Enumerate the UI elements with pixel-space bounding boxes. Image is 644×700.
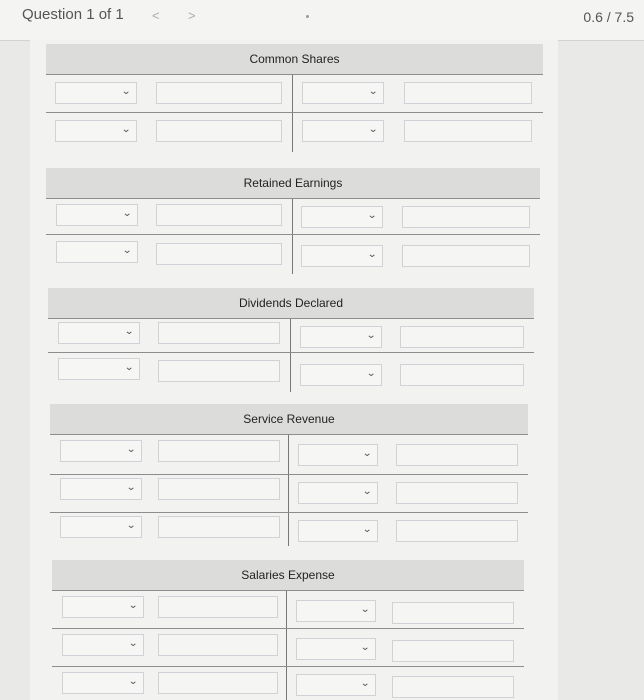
debit-account-dropdown[interactable]: [62, 596, 144, 618]
chevron-down-icon: ⌄: [123, 326, 134, 337]
chevron-down-icon: ⌄: [127, 676, 138, 687]
t-account-service-revenue: [50, 404, 528, 548]
t-account-header: [46, 168, 540, 199]
row-separator: [52, 628, 524, 629]
t-account-header: [50, 404, 528, 435]
chevron-down-icon: ⌄: [367, 86, 378, 97]
debit-account-dropdown[interactable]: [60, 516, 142, 538]
t-account-divider: [292, 199, 293, 274]
debit-account-dropdown[interactable]: [55, 120, 137, 142]
debit-account-dropdown[interactable]: [60, 478, 142, 500]
chevron-down-icon: ⌄: [127, 600, 138, 611]
t-account-salaries-expense: [52, 560, 524, 700]
credit-account-dropdown[interactable]: [298, 482, 378, 504]
chevron-down-icon: ⌄: [123, 362, 134, 373]
row-separator: [48, 352, 534, 353]
score-display: 0.6 / 7.5: [583, 9, 634, 25]
credit-account-dropdown[interactable]: [296, 600, 376, 622]
debit-amount-input[interactable]: [156, 204, 282, 226]
credit-amount-input[interactable]: [404, 82, 532, 104]
debit-account-dropdown[interactable]: [56, 241, 138, 263]
debit-amount-input[interactable]: [158, 672, 278, 694]
chevron-down-icon: ⌄: [127, 638, 138, 649]
chevron-down-icon: ⌄: [366, 249, 377, 260]
credit-amount-input[interactable]: [396, 520, 518, 542]
t-account-title: Common Shares: [249, 52, 340, 66]
debit-account-dropdown[interactable]: [56, 204, 138, 226]
t-account-divider: [286, 591, 287, 700]
chevron-down-icon: ⌄: [366, 210, 377, 221]
t-account-title: Retained Earnings: [243, 176, 343, 190]
credit-amount-input[interactable]: [392, 602, 514, 624]
t-account-dividends-declared: [48, 288, 534, 394]
t-account-title: Service Revenue: [243, 412, 335, 426]
chevron-down-icon: ⌄: [125, 520, 136, 531]
chevron-down-icon: ⌄: [365, 368, 376, 379]
debit-account-dropdown[interactable]: [60, 440, 142, 462]
debit-amount-input[interactable]: [158, 516, 280, 538]
t-accounts-worksheet: [30, 40, 558, 700]
debit-amount-input[interactable]: [158, 360, 280, 382]
dot-marker: [306, 15, 309, 18]
credit-account-dropdown[interactable]: [296, 638, 376, 660]
debit-amount-input[interactable]: [158, 596, 278, 618]
row-separator: [50, 474, 528, 475]
t-account-header: [52, 560, 524, 591]
credit-account-dropdown[interactable]: [300, 364, 382, 386]
chevron-down-icon: ⌄: [361, 524, 372, 535]
question-counter: Question 1 of 1: [22, 6, 124, 23]
debit-amount-input[interactable]: [156, 82, 282, 104]
credit-amount-input[interactable]: [396, 482, 518, 504]
credit-account-dropdown[interactable]: [302, 82, 384, 104]
t-account-title: Salaries Expense: [241, 568, 335, 582]
chevron-down-icon: ⌄: [361, 486, 372, 497]
chevron-down-icon: ⌄: [121, 245, 132, 256]
row-separator: [50, 512, 528, 513]
t-account-divider: [288, 435, 289, 546]
t-account-header: [48, 288, 534, 319]
t-account-title: Dividends Declared: [238, 296, 344, 310]
credit-amount-input[interactable]: [392, 640, 514, 662]
credit-account-dropdown[interactable]: [298, 520, 378, 542]
next-question-button[interactable]: >: [188, 8, 196, 23]
debit-amount-input[interactable]: [156, 120, 282, 142]
t-account-divider: [292, 75, 293, 152]
credit-amount-input[interactable]: [392, 676, 514, 698]
debit-account-dropdown[interactable]: [58, 358, 140, 380]
top-bar: [0, 0, 644, 41]
debit-account-dropdown[interactable]: [58, 322, 140, 344]
credit-account-dropdown[interactable]: [296, 674, 376, 696]
debit-amount-input[interactable]: [156, 243, 282, 265]
row-separator: [46, 112, 543, 113]
credit-amount-input[interactable]: [400, 364, 524, 386]
credit-amount-input[interactable]: [404, 120, 532, 142]
chevron-down-icon: ⌄: [125, 444, 136, 455]
credit-amount-input[interactable]: [400, 326, 524, 348]
chevron-down-icon: ⌄: [359, 642, 370, 653]
credit-account-dropdown[interactable]: [301, 245, 383, 267]
t-account-common-shares: [46, 44, 543, 154]
credit-account-dropdown[interactable]: [302, 120, 384, 142]
previous-question-button[interactable]: <: [152, 8, 160, 23]
t-account-divider: [290, 319, 291, 392]
chevron-down-icon: ⌄: [361, 448, 372, 459]
credit-account-dropdown[interactable]: [300, 326, 382, 348]
credit-account-dropdown[interactable]: [301, 206, 383, 228]
credit-account-dropdown[interactable]: [298, 444, 378, 466]
debit-amount-input[interactable]: [158, 440, 280, 462]
chevron-down-icon: ⌄: [359, 604, 370, 615]
chevron-down-icon: ⌄: [365, 330, 376, 341]
chevron-down-icon: ⌄: [120, 86, 131, 97]
debit-amount-input[interactable]: [158, 634, 278, 656]
debit-amount-input[interactable]: [158, 322, 280, 344]
debit-account-dropdown[interactable]: [62, 634, 144, 656]
debit-amount-input[interactable]: [158, 478, 280, 500]
t-account-retained-earnings: [46, 168, 540, 276]
debit-account-dropdown[interactable]: [62, 672, 144, 694]
debit-account-dropdown[interactable]: [55, 82, 137, 104]
chevron-down-icon: ⌄: [359, 678, 370, 689]
t-account-header: [46, 44, 543, 75]
chevron-down-icon: ⌄: [125, 482, 136, 493]
chevron-down-icon: ⌄: [367, 124, 378, 135]
credit-amount-input[interactable]: [402, 245, 530, 267]
chevron-down-icon: ⌄: [120, 124, 131, 135]
chevron-down-icon: ⌄: [121, 208, 132, 219]
row-separator: [46, 234, 540, 235]
credit-amount-input[interactable]: [396, 444, 518, 466]
credit-amount-input[interactable]: [402, 206, 530, 228]
row-separator: [52, 666, 524, 667]
